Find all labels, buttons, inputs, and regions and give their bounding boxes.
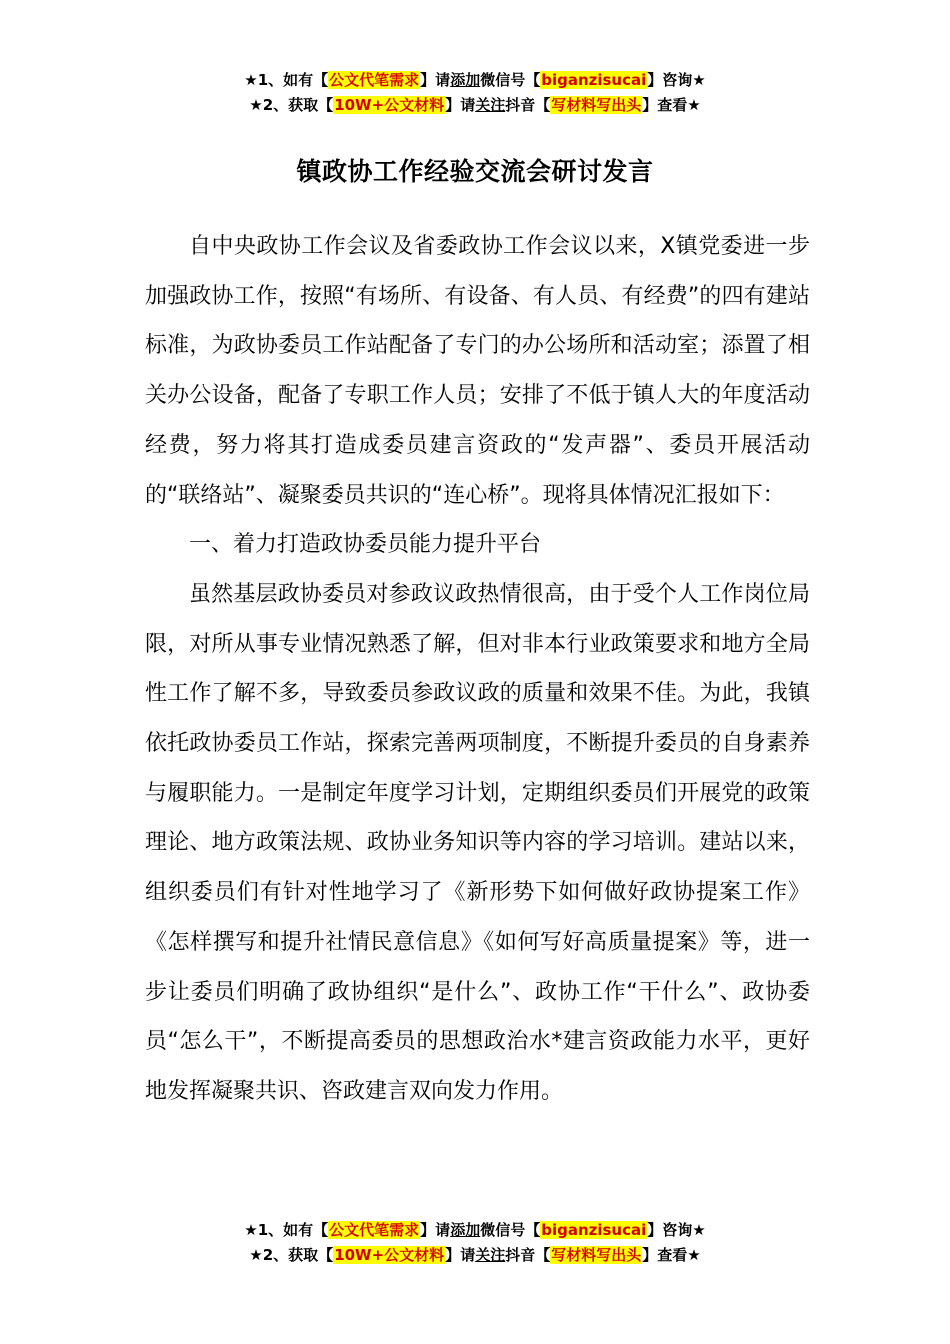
banner-line-1: ★1、如有【公文代笔需求】请添加微信号【biganzisucai】咨询★ bbox=[244, 71, 706, 89]
document-body bbox=[145, 222, 810, 1117]
paragraph-intro: 自中央政协工作会议及省委政协工作会议以来，X镇党委进一步加强政协工作，按照“有场所、有设备、有人员、有经费”的四有建站标准，为政协委员工作站配备了专门的办公场所和活动室；添置了相关办公设备，配备了专职工作人员；安排了不低于镇人大的年度活动经费，努力将其打造成委员建言资政的“发声器”、委员开展活动的“联络站”、凝聚委员共识的“连心桥”。现将具体情况汇报如下： bbox=[145, 234, 810, 508]
highlight-wechat-id: biganzisucai bbox=[541, 71, 647, 89]
highlight-douyin: 写材料写出头 bbox=[551, 1246, 642, 1264]
banner-line-2: ★2、获取【10W+公文材料】请关注抖音【写材料写出头】查看★ bbox=[249, 96, 701, 114]
footer-banner bbox=[0, 1218, 950, 1268]
document-title: 镇政协工作经验交流会研讨发言 bbox=[296, 157, 654, 186]
banner-line-1: ★1、如有【公文代笔需求】请添加微信号【biganzisucai】咨询★ bbox=[244, 1221, 706, 1239]
highlight-wechat-id: biganzisucai bbox=[541, 1221, 647, 1239]
highlight-materials: 10W+公文材料 bbox=[334, 96, 445, 114]
highlight-materials: 10W+公文材料 bbox=[334, 1246, 445, 1264]
highlight-service: 公文代笔需求 bbox=[329, 1221, 420, 1239]
highlight-service: 公文代笔需求 bbox=[329, 71, 420, 89]
section-heading-1: 一、着力打造政协委员能力提升平台 bbox=[189, 532, 542, 558]
paragraph-section-1: 虽然基层政协委员对参政议政热情很高，由于受个人工作岗位局限，对所从事专业情况熟悉了解，但对非本行业政策要求和地方全局性工作了解不多，导致委员参政议政的质量和效果不佳。为此，我镇依托政协委员工作站，探索完善两项制度，不断提升委员的自身素养与履职能力。一是制定年度学习计划，定期组织委员们开展党的政策理论、地方政策法规、政协业务知识等内容的学习培训。建站以来，组织委员们有针对性地学习了《新形势下如何做好政协提案工作》《怎样撰写和提升社情民意信息》《如何写好高质量提案》等，进一步让委员们明确了政协组织“是什么”、政协工作“干什么”、政协委员“怎么干”，不断提高委员的思想政治水*建言资政能力水平，更好地发挥凝聚共识、咨政建言双向发力作用。 bbox=[145, 581, 810, 1104]
banner-line-2: ★2、获取【10W+公文材料】请关注抖音【写材料写出头】查看★ bbox=[249, 1246, 701, 1264]
highlight-douyin: 写材料写出头 bbox=[551, 96, 642, 114]
header-banner bbox=[0, 68, 950, 118]
